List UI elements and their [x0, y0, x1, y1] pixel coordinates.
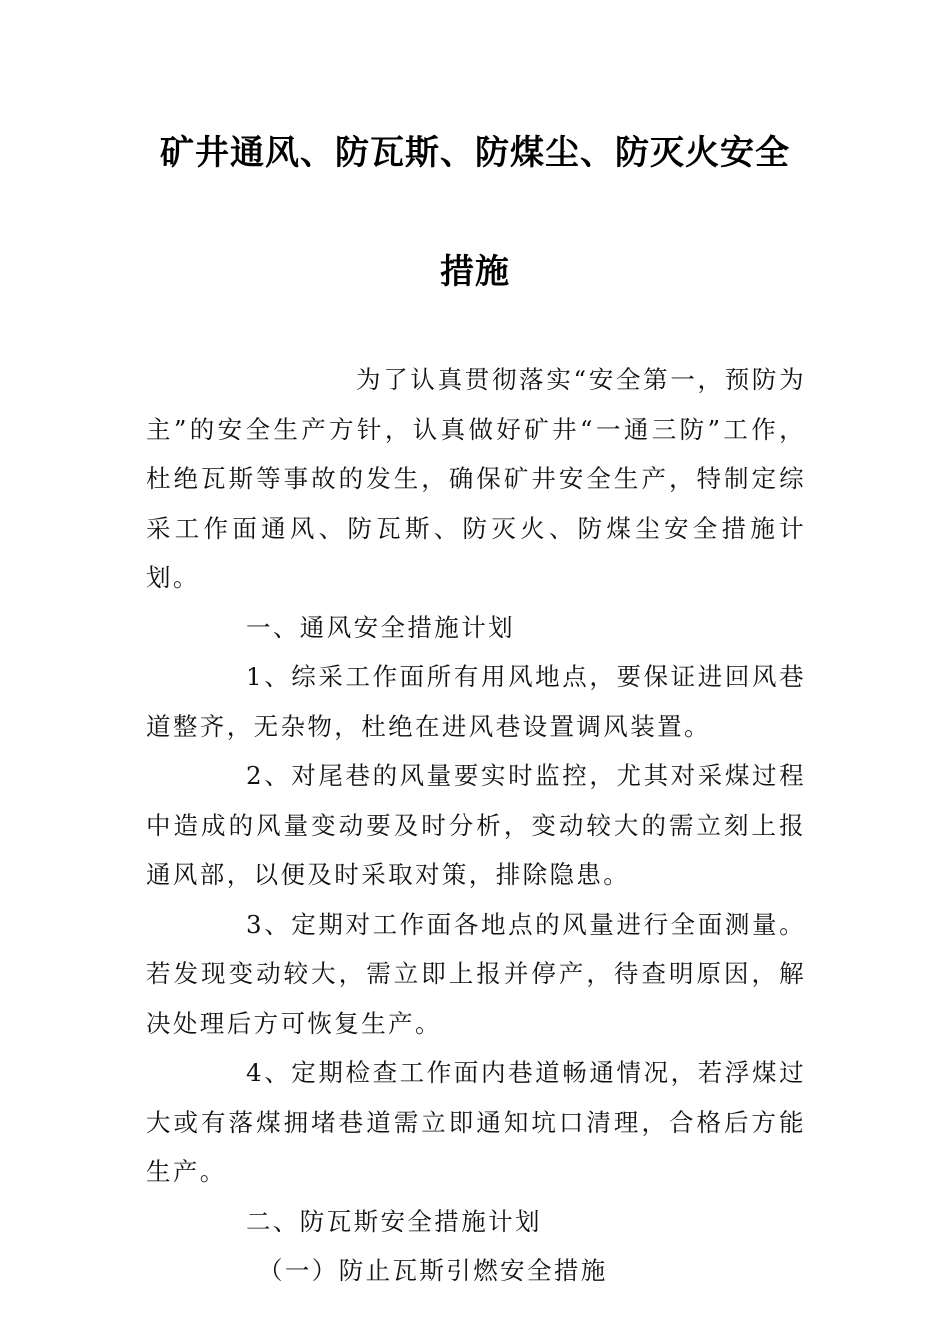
- ventilation-item-3: 3、定期对工作面各地点的风量进行全面测量。若发现变动较大，需立即上报并停产，待查明原因，解决处理后方可恢复生产。: [146, 909, 806, 1038]
- ventilation-item-2: 2、对尾巷的风量要实时监控，尤其对采煤过程中造成的风量变动要及时分析，变动较大的需立刻上报通风部，以便及时采取对策，排除隐患。: [146, 761, 806, 889]
- ventilation-item-4: 4、定期检查工作面内巷道畅通情况，若浮煤过大或有落煤拥堵巷道需立即通知坑口清理，合格后方能生产。: [146, 1058, 806, 1186]
- ventilation-item-1: 1、综采工作面所有用风地点，要保证进回风巷道整齐，无杂物，杜绝在进风巷设置调风装置。: [146, 662, 806, 741]
- intro-paragraph: 为了认真贯彻落实“安全第一，预防为主”的安全生产方针，认真做好矿井“一通三防”工作，杜绝瓦斯等事故的发生，确保矿井安全生产，特制定综采工作面通风、防瓦斯、防灭火、防煤尘安全措施计划。: [146, 365, 806, 592]
- section-heading-gas: 二、防瓦斯安全措施计划: [246, 1206, 542, 1236]
- document-body: [146, 355, 806, 1296]
- document-title-line-2: 措施: [440, 252, 510, 292]
- section-heading-ventilation: 一、通风安全措施计划: [246, 612, 515, 642]
- document-title-line-1: 矿井通风、防瓦斯、防煤尘、防灭火安全: [160, 133, 790, 173]
- subsection-heading-gas-ignition: （一）防止瓦斯引燃安全措施: [258, 1256, 608, 1285]
